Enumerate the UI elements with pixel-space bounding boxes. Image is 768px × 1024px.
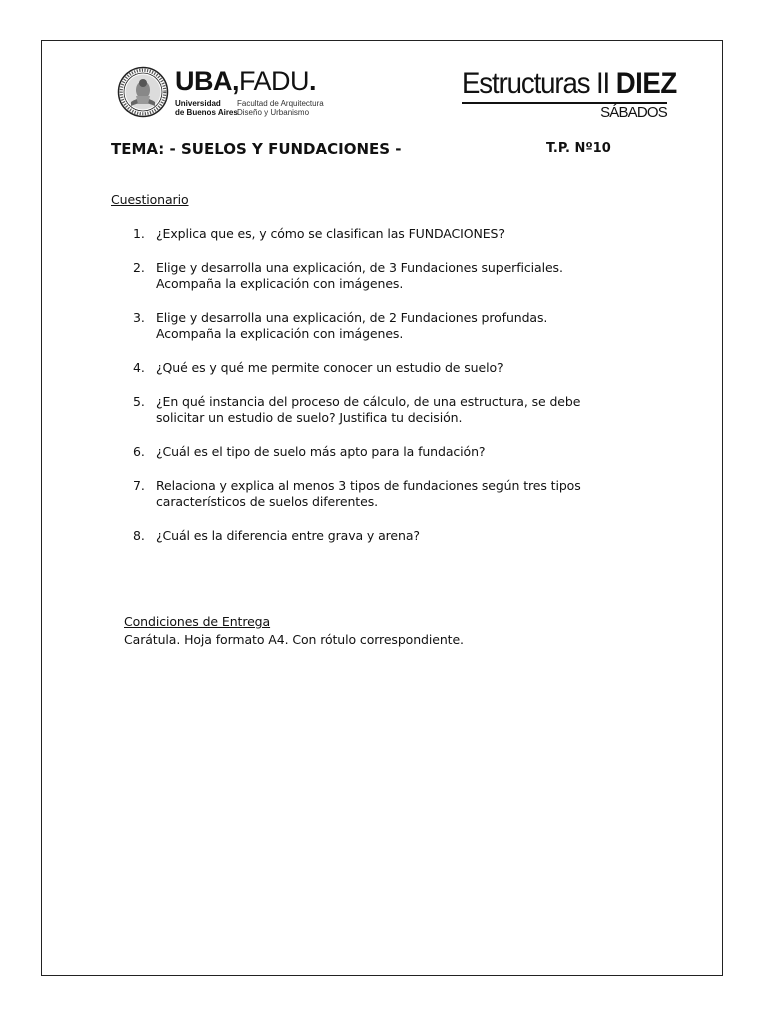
question-text-line: Acompaña la explicación con imágenes. bbox=[156, 326, 404, 341]
question-number: 8. bbox=[133, 528, 145, 543]
question-number: 7. bbox=[133, 478, 145, 493]
question-list bbox=[133, 226, 653, 562]
faculty-line-1: Facultad de Arquitectura bbox=[237, 99, 324, 108]
question-item bbox=[133, 478, 653, 510]
delivery-conditions-text: Carátula. Hoja formato A4. Con rótulo correspondiente. bbox=[124, 632, 464, 647]
question-item bbox=[133, 260, 653, 292]
document-topic: TEMA: - SUELOS Y FUNDACIONES - bbox=[111, 140, 402, 158]
question-item bbox=[133, 444, 653, 460]
course-title bbox=[462, 66, 677, 102]
question-number: 4. bbox=[133, 360, 145, 375]
course-title-regular: Estructuras II bbox=[462, 67, 616, 100]
faculty-line-2: Diseño y Urbanismo bbox=[237, 108, 310, 117]
faculty-name bbox=[237, 99, 324, 117]
question-text-line: ¿Explica que es, y cómo se clasifican las FUNDACIONES? bbox=[156, 226, 505, 241]
question-text-line: ¿Cuál es la diferencia entre grava y arena? bbox=[156, 528, 420, 543]
question-text-line: ¿En qué instancia del proceso de cálculo, de una estructura, se debe bbox=[156, 394, 581, 409]
question-text-line: Acompaña la explicación con imágenes. bbox=[156, 276, 404, 291]
question-text-line: ¿Qué es y qué me permite conocer un estudio de suelo? bbox=[156, 360, 504, 375]
question-item bbox=[133, 310, 653, 342]
uba-fadu-logo bbox=[175, 66, 345, 120]
delivery-conditions-title: Condiciones de Entrega bbox=[124, 614, 271, 629]
question-number: 2. bbox=[133, 260, 145, 275]
uba-fadu-wordmark bbox=[175, 66, 316, 96]
question-text-line: Relaciona y explica al menos 3 tipos de fundaciones según tres tipos bbox=[156, 478, 581, 493]
question-item bbox=[133, 394, 653, 426]
course-title-bold: DIEZ bbox=[615, 67, 677, 100]
university-line-1: Universidad bbox=[175, 99, 221, 108]
section-title: Cuestionario bbox=[111, 192, 189, 207]
uba-seal-logo bbox=[117, 66, 169, 118]
question-text-line: solicitar un estudio de suelo? Justifica tu decisión. bbox=[156, 410, 463, 425]
wordmark-dot: . bbox=[309, 66, 317, 96]
question-text-line: Elige y desarrolla una explicación, de 2 Fundaciones profundas. bbox=[156, 310, 548, 325]
assignment-number: T.P. Nº10 bbox=[546, 141, 611, 156]
university-line-2: de Buenos Aires bbox=[175, 108, 238, 117]
course-logo bbox=[462, 66, 677, 122]
uba-wordmark: UBA, bbox=[175, 66, 239, 96]
question-text-line: ¿Cuál es el tipo de suelo más apto para la fundación? bbox=[156, 444, 486, 459]
question-text-line: característicos de suelos diferentes. bbox=[156, 494, 378, 509]
question-number: 5. bbox=[133, 394, 145, 409]
question-item bbox=[133, 360, 653, 376]
fadu-wordmark: FADU bbox=[239, 66, 310, 96]
question-item bbox=[133, 226, 653, 242]
question-text-line: Elige y desarrolla una explicación, de 3 Fundaciones superficiales. bbox=[156, 260, 563, 275]
question-number: 3. bbox=[133, 310, 145, 325]
question-item bbox=[133, 528, 653, 544]
university-name bbox=[175, 99, 238, 117]
question-number: 1. bbox=[133, 226, 145, 241]
question-number: 6. bbox=[133, 444, 145, 459]
course-subtitle: SÁBADOS bbox=[600, 104, 667, 121]
